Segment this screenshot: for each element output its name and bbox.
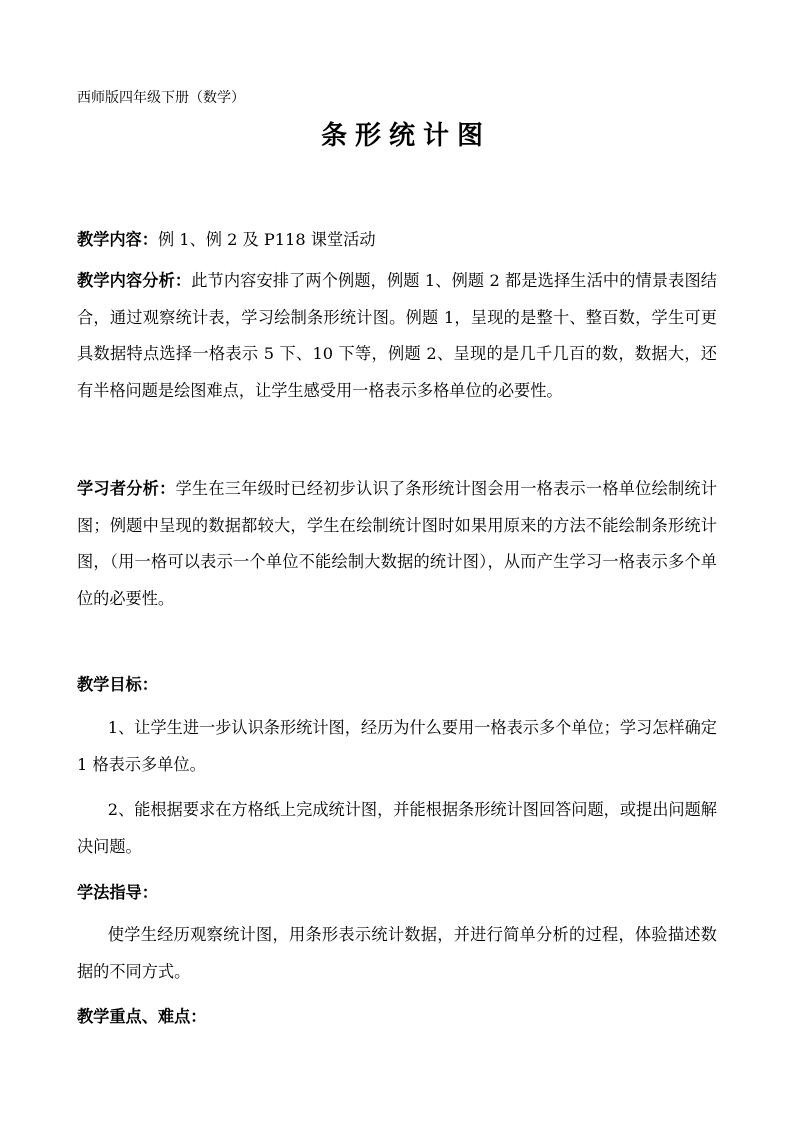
- section-teaching-content: [77, 222, 717, 259]
- method-paragraph: [77, 917, 717, 990]
- section-label: 学法指导：: [77, 883, 158, 902]
- goal-item-1: [77, 710, 717, 783]
- section-label: 教学重点、难点：: [77, 1007, 207, 1026]
- goal-text: 1、让学生进一步认识条形统计图，经历为什么要用一格表示多个单位；学习怎样确定 1 格表示多单位。: [77, 718, 717, 774]
- section-content-analysis: [77, 263, 717, 409]
- section-label: 教学内容：: [77, 230, 158, 249]
- goal-item-2: [77, 792, 717, 865]
- section-label: 教学目标：: [77, 675, 158, 694]
- section-text: 使学生经历观察统计图，用条形表示统计数据，并进行简单分析的过程，体验描述数据的不同方式。: [77, 925, 717, 981]
- section-teaching-goals: [77, 667, 717, 704]
- section-key-points: [77, 999, 717, 1036]
- section-text: 学生在三年级时已经初步认识了条形统计图会用一格表示一格单位绘制统计图；例题中呈现的数据都较大，学生在绘制统计图时如果用原来的方法不能绘制条形统计图，（用一格可以表示一个单位不能绘制大数据的统计图），从而产生学习一格表示多个单位的必要性。: [77, 479, 718, 608]
- section-label: 教学内容分析：: [77, 271, 192, 290]
- section-learner-analysis: [77, 471, 717, 617]
- section-text: 此节内容安排了两个例题，例题 1、例题 2 都是选择生活中的情景表图结合，通过观察统计表，学习绘制条形统计图。例题 1，呈现的是整十、整百数，学生可更具数据特点选择一格表示 5 下、10 下等，例题 2、呈现的是几千几百的数，数据大，还有半格问题是绘图难点，让学生感受用一格表示多格单位的必要性。: [77, 271, 717, 400]
- section-label: 学习者分析：: [77, 479, 176, 498]
- section-text: 例 1、例 2 及 P118 课堂活动: [157, 230, 376, 249]
- document-header: 西师版四年级下册（数学）: [77, 90, 245, 106]
- goal-text: 2、能根据要求在方格纸上完成统计图，并能根据条形统计图回答问题，或提出问题解决问题。: [77, 800, 717, 856]
- page-title: 条形统计图: [320, 121, 491, 151]
- section-learning-method: [77, 875, 717, 912]
